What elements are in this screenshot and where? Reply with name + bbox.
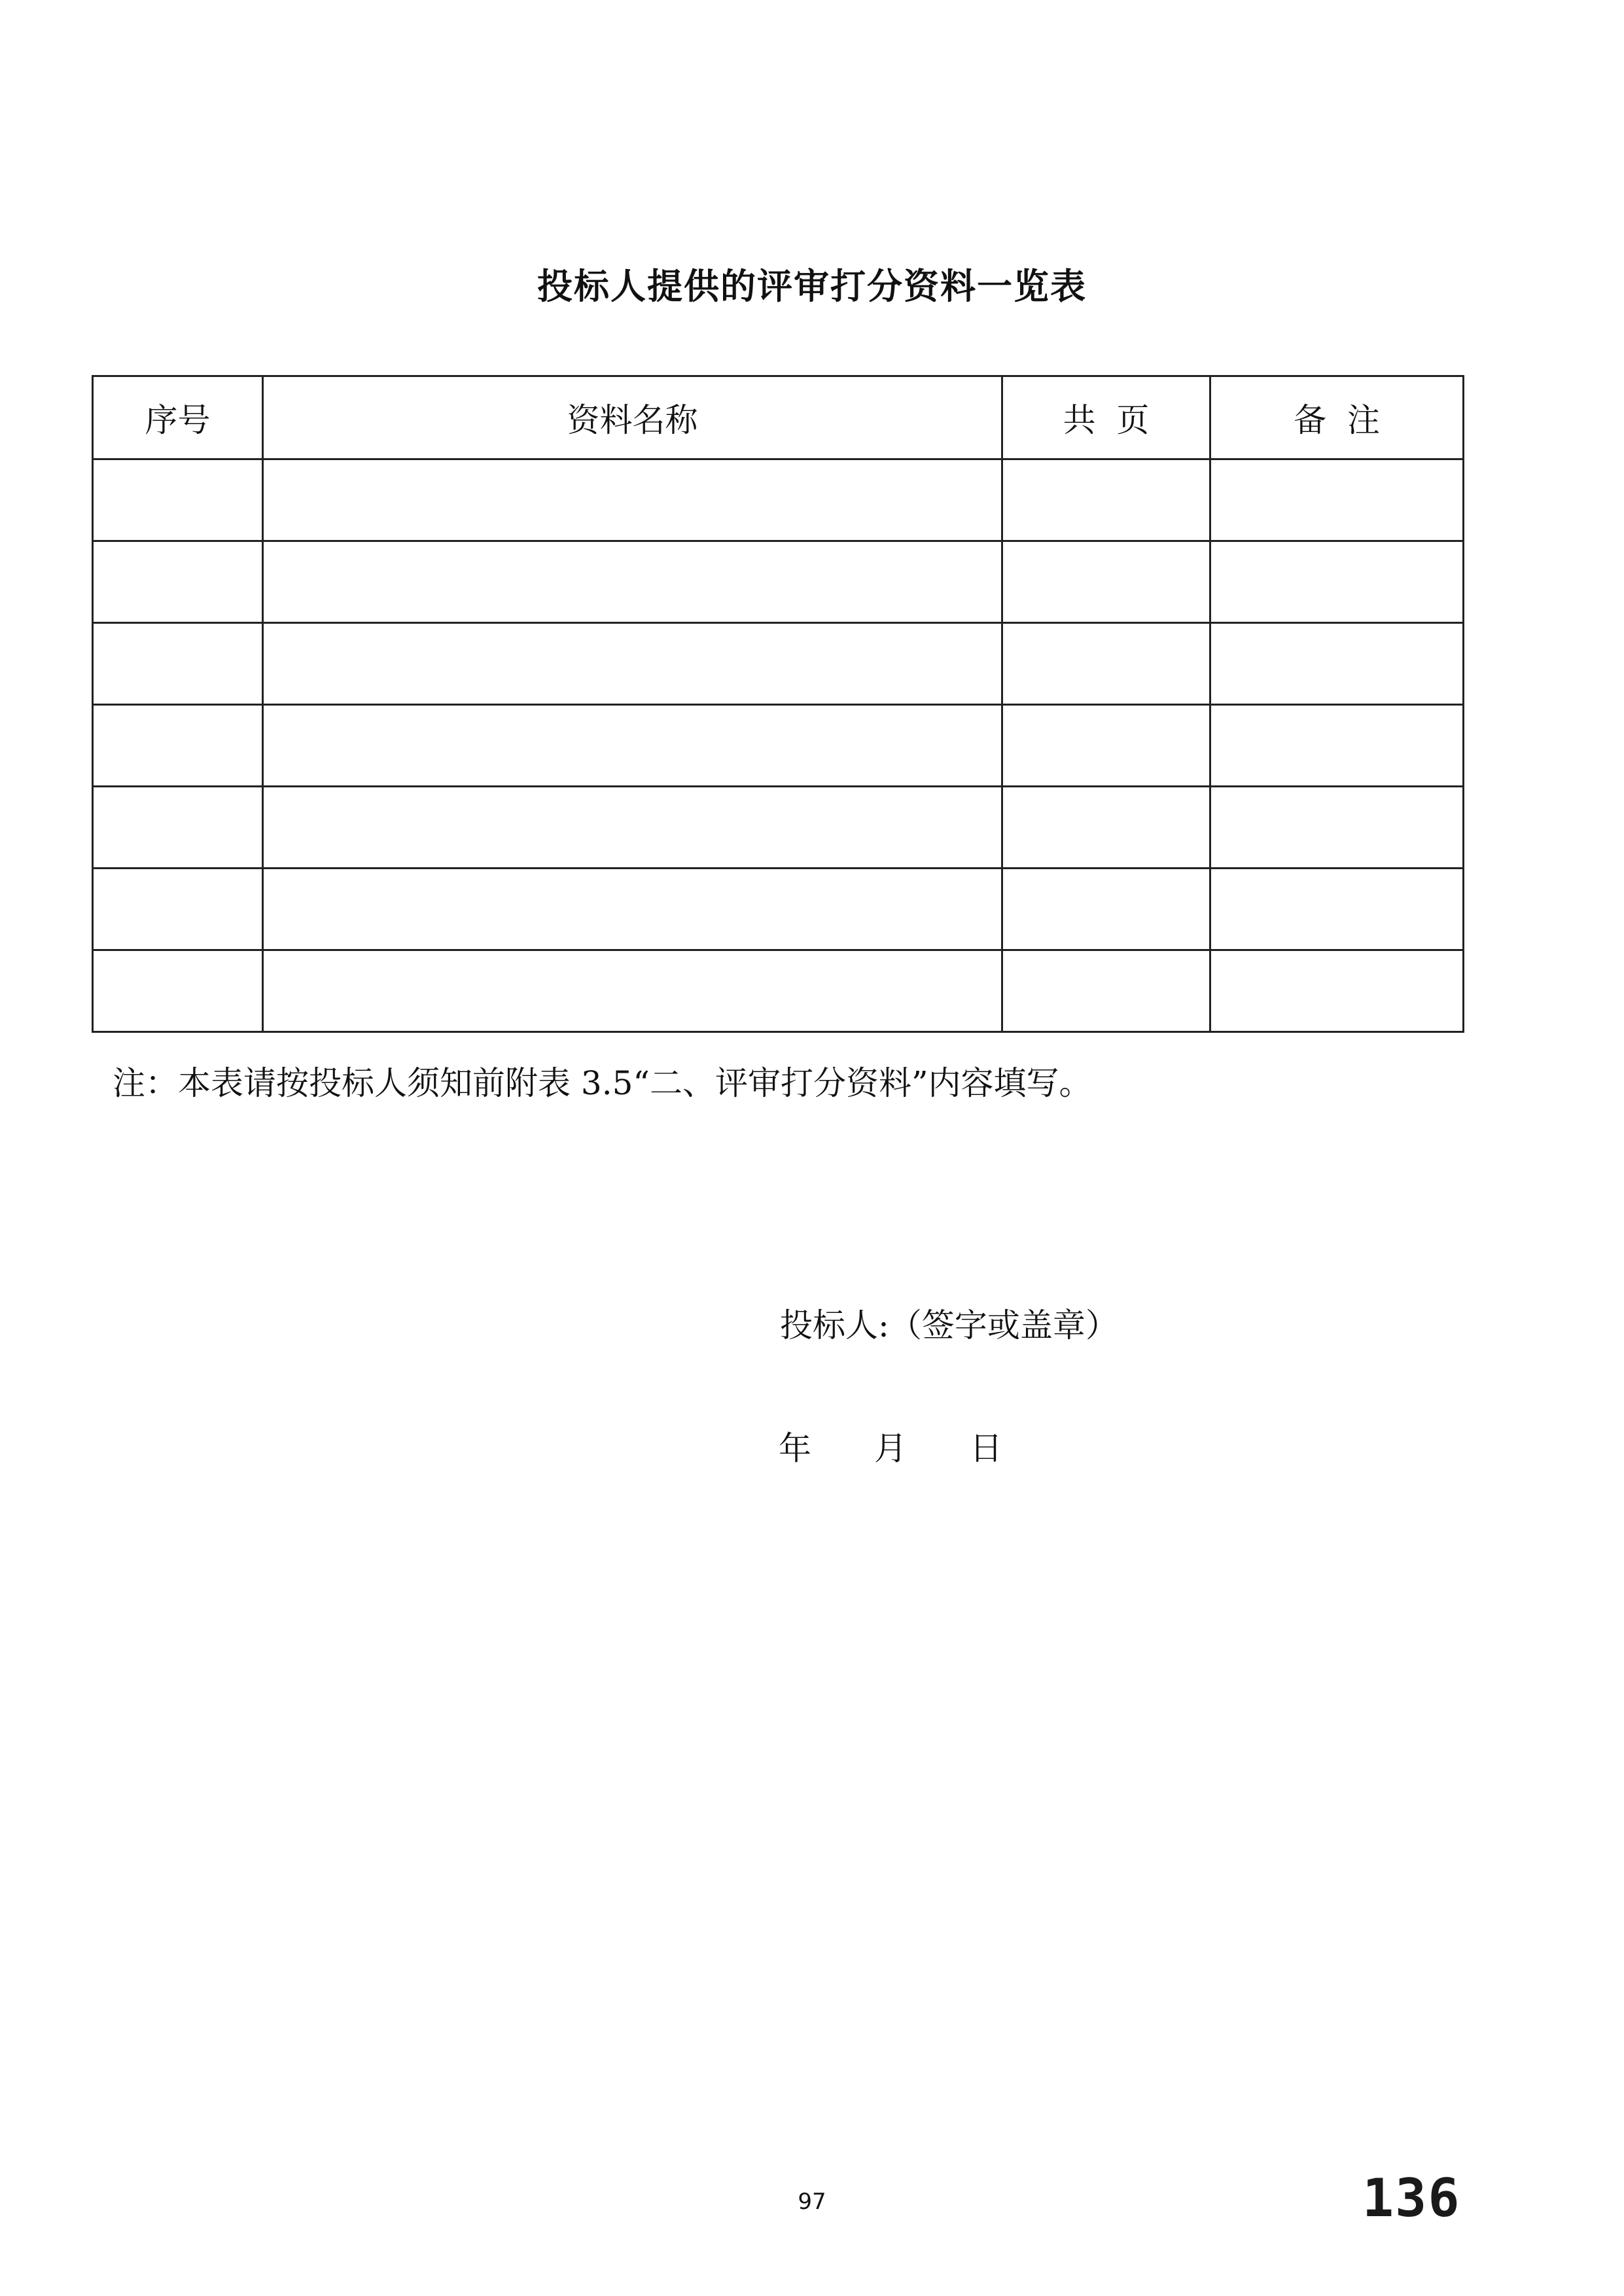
cell-page-count	[1002, 787, 1210, 869]
cell-remarks	[1210, 459, 1464, 541]
table-row	[93, 459, 1464, 541]
cell-remarks	[1210, 950, 1464, 1032]
cell-material-name	[263, 623, 1002, 705]
header-page-count: 共 页	[1002, 376, 1210, 459]
table-row	[93, 705, 1464, 787]
table-row	[93, 787, 1464, 869]
table-row	[93, 869, 1464, 950]
cell-remarks	[1210, 787, 1464, 869]
cell-remarks	[1210, 869, 1464, 950]
cell-serial-number	[93, 869, 263, 950]
bidder-signature-label: 投标人:（签字或盖章）	[780, 1306, 1118, 1344]
month-label: 月	[874, 1429, 907, 1467]
header-serial-number: 序号	[93, 376, 263, 459]
cell-serial-number	[93, 459, 263, 541]
cell-page-count	[1002, 623, 1210, 705]
cell-page-count	[1002, 705, 1210, 787]
cell-page-count	[1002, 869, 1210, 950]
cell-material-name	[263, 950, 1002, 1032]
cell-serial-number	[93, 705, 263, 787]
cell-material-name	[263, 787, 1002, 869]
table-row	[93, 950, 1464, 1032]
cell-page-count	[1002, 541, 1210, 623]
cell-material-name	[263, 869, 1002, 950]
table-row	[93, 541, 1464, 623]
stamped-page-number: 136	[1362, 2168, 1461, 2229]
cell-remarks	[1210, 705, 1464, 787]
cell-remarks	[1210, 623, 1464, 705]
table-row	[93, 623, 1464, 705]
signature-date	[779, 1426, 1002, 1471]
year-label: 年	[779, 1429, 811, 1467]
page-number: 97	[798, 2189, 826, 2215]
header-remarks: 备 注	[1210, 376, 1464, 459]
day-label: 日	[970, 1429, 1002, 1467]
table-note: 注：本表请按投标人须知前附表 3.5“二、评审打分资料”内容填写。	[113, 1064, 1092, 1102]
cell-serial-number	[93, 950, 263, 1032]
materials-table	[92, 375, 1464, 1033]
cell-serial-number	[93, 541, 263, 623]
cell-material-name	[263, 459, 1002, 541]
header-material-name: 资料名称	[263, 376, 1002, 459]
table-header-row	[93, 376, 1464, 459]
cell-page-count	[1002, 950, 1210, 1032]
cell-serial-number	[93, 787, 263, 869]
cell-material-name	[263, 541, 1002, 623]
cell-material-name	[263, 705, 1002, 787]
cell-serial-number	[93, 623, 263, 705]
cell-page-count	[1002, 459, 1210, 541]
page-title: 投标人提供的评审打分资料一览表	[537, 266, 1087, 307]
cell-remarks	[1210, 541, 1464, 623]
